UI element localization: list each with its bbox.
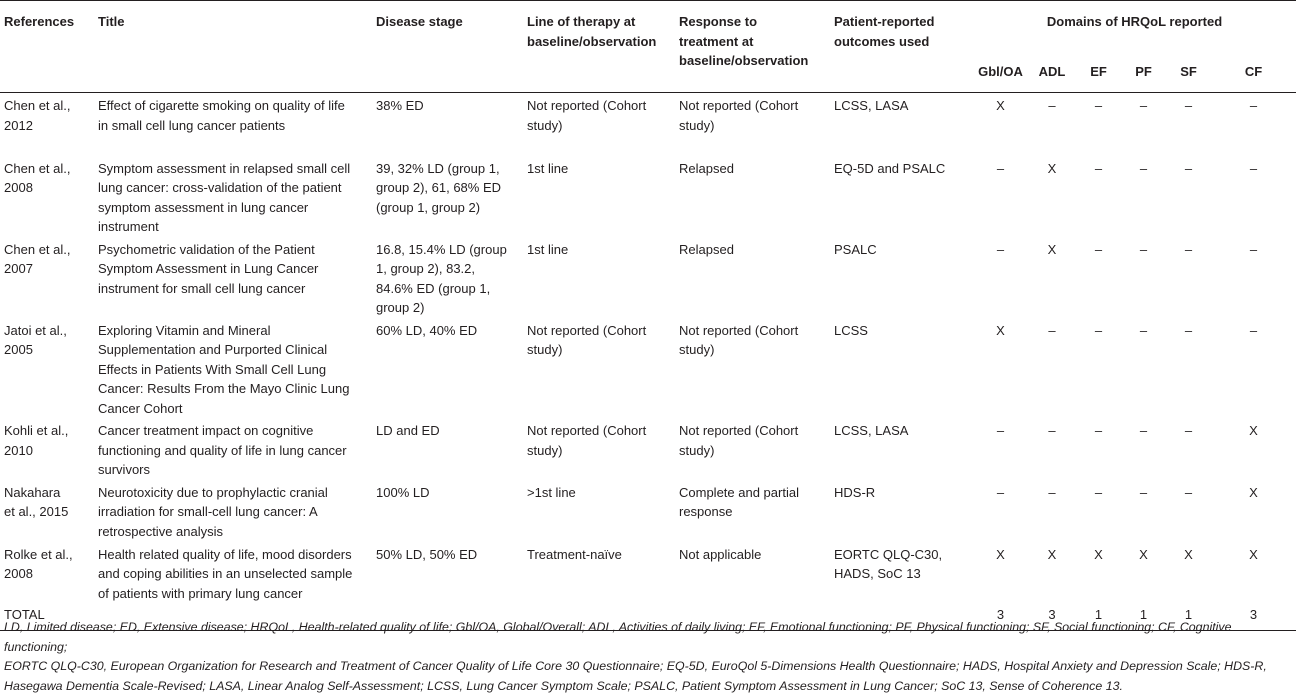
domain-mark-cell: X — [1121, 542, 1166, 604]
header-disease-stage: Disease stage — [372, 1, 523, 93]
ref-cell: Jatoi et al., 2005 — [0, 318, 94, 419]
response-cell: Relapsed — [675, 156, 830, 237]
domain-mark-cell: – — [1166, 480, 1211, 542]
title-cell: Health related quality of life, mood disorders and coping abilities in an unselected sample of patients with primary lung cancer — [94, 542, 372, 604]
pro-cell: LCSS — [830, 318, 973, 419]
table-header — [0, 1, 1296, 93]
line-cell: 1st line — [523, 156, 675, 237]
domain-mark-cell: – — [1211, 156, 1296, 237]
domain-mark-cell: – — [1076, 418, 1121, 480]
title-cell: Exploring Vitamin and Mineral Supplementation and Purported Clinical Effects in Patients With Small Cell Lung Cancer: Results From the Mayo Clinic Lung Cancer Cohort — [94, 318, 372, 419]
total-count-cell: 1 — [1166, 603, 1211, 630]
stage-cell: LD and ED — [372, 418, 523, 480]
domain-mark-cell: X — [1028, 156, 1076, 237]
domain-mark-cell: X — [1028, 237, 1076, 318]
header-domain-cf: CF — [1211, 49, 1296, 93]
domain-mark-cell: – — [1076, 93, 1121, 156]
header-pro-used: Patient-reported outcomes used — [830, 1, 973, 93]
response-cell: Not reported (Cohort study) — [675, 93, 830, 156]
domain-mark-cell: – — [973, 237, 1028, 318]
domain-mark-cell: – — [1076, 237, 1121, 318]
header-domain-gbl-oa: Gbl/OA — [973, 49, 1028, 93]
footnote-line: Hasegawa Dementia Scale-Revised; LASA, Linear Analog Self-Assessment; LCSS, Lung Cancer Symptom Scale; PSALC, Patient Symptom Assessment in Lung Cancer; SoC 13, Sense of Coherence 13. — [4, 677, 1294, 696]
table-row — [0, 542, 1296, 604]
ref-cell: Kohli et al., 2010 — [0, 418, 94, 480]
response-cell: Not applicable — [675, 542, 830, 604]
table-footnote — [4, 618, 1294, 696]
domain-mark-cell: – — [973, 418, 1028, 480]
ref-cell: Chen et al., 2007 — [0, 237, 94, 318]
header-domain-pf: PF — [1121, 49, 1166, 93]
line-cell: Treatment-naïve — [523, 542, 675, 604]
line-cell: 1st line — [523, 237, 675, 318]
ref-cell: Chen et al., 2012 — [0, 93, 94, 156]
total-count-cell: 3 — [1211, 603, 1296, 630]
domain-mark-cell: – — [1076, 156, 1121, 237]
domain-mark-cell: – — [1211, 237, 1296, 318]
footnote-line: EORTC QLQ-C30, European Organization for Research and Treatment of Cancer Quality of Life Core 30 Questionnaire; EQ-5D, EuroQol 5-Dimensions Health Questionnaire; HADS, Hospital Anxiety and Depression Scale; HDS-R, — [4, 657, 1294, 677]
table-row — [0, 156, 1296, 237]
header-response: Response to treatment at baseline/observation — [675, 1, 830, 93]
pro-cell: EORTC QLQ-C30, HADS, SoC 13 — [830, 542, 973, 604]
domain-mark-cell: – — [1121, 480, 1166, 542]
domain-mark-cell: – — [1121, 418, 1166, 480]
domain-mark-cell: – — [1028, 480, 1076, 542]
pro-cell: EQ-5D and PSALC — [830, 156, 973, 237]
stage-cell: 38% ED — [372, 93, 523, 156]
header-domains-group: Domains of HRQoL reported — [973, 1, 1296, 49]
header-domain-adl: ADL — [1028, 49, 1076, 93]
pro-cell: PSALC — [830, 237, 973, 318]
domain-mark-cell: – — [1076, 318, 1121, 419]
domain-mark-cell: – — [1166, 418, 1211, 480]
total-count-cell: 1 — [1121, 603, 1166, 630]
domain-mark-cell: – — [1121, 237, 1166, 318]
stage-cell: 100% LD — [372, 480, 523, 542]
table-row — [0, 318, 1296, 419]
footnote-line: LD, Limited disease; ED, Extensive disease; HRQoL, Health-related quality of life; Gbl/OA, Global/Overall; ADL, Activities of daily living; EF, Emotional functioning; PF, Physical functioning; SF, Social functioning; CF, Cognitive functioning; — [4, 618, 1294, 657]
response-cell: Relapsed — [675, 237, 830, 318]
domain-mark-cell: X — [1166, 542, 1211, 604]
domain-mark-cell: – — [1211, 93, 1296, 156]
ref-cell: Chen et al., 2008 — [0, 156, 94, 237]
domain-mark-cell: – — [973, 480, 1028, 542]
domain-mark-cell: X — [973, 93, 1028, 156]
domain-mark-cell: – — [1028, 318, 1076, 419]
response-cell: Not reported (Cohort study) — [675, 318, 830, 419]
domain-mark-cell: – — [1121, 156, 1166, 237]
domain-mark-cell: – — [1028, 418, 1076, 480]
domain-mark-cell: X — [1028, 542, 1076, 604]
ref-cell: Nakahara et al., 2015 — [0, 480, 94, 542]
response-cell: Not reported (Cohort study) — [675, 418, 830, 480]
table-row — [0, 237, 1296, 318]
domain-mark-cell: – — [1076, 480, 1121, 542]
domain-mark-cell: – — [1166, 237, 1211, 318]
title-cell: Cancer treatment impact on cognitive functioning and quality of life in lung cancer survivors — [94, 418, 372, 480]
domain-mark-cell: X — [1211, 480, 1296, 542]
total-count-cell: 1 — [1076, 603, 1121, 630]
ref-cell: Rolke et al., 2008 — [0, 542, 94, 604]
title-cell: Effect of cigarette smoking on quality of life in small cell lung cancer patients — [94, 93, 372, 156]
domain-mark-cell: – — [1211, 318, 1296, 419]
line-cell: Not reported (Cohort study) — [523, 418, 675, 480]
line-cell: >1st line — [523, 480, 675, 542]
total-count-cell: 3 — [1028, 603, 1076, 630]
pro-cell: LCSS, LASA — [830, 418, 973, 480]
stage-cell: 50% LD, 50% ED — [372, 542, 523, 604]
total-label: TOTAL — [0, 603, 94, 630]
header-references: References — [0, 1, 94, 93]
pro-cell: HDS-R — [830, 480, 973, 542]
domain-mark-cell: – — [1166, 156, 1211, 237]
stage-cell: 39, 32% LD (group 1, group 2), 61, 68% ED (group 1, group 2) — [372, 156, 523, 237]
table-row — [0, 480, 1296, 542]
domain-mark-cell: – — [973, 156, 1028, 237]
total-count-cell: 3 — [973, 603, 1028, 630]
domain-mark-cell: X — [973, 318, 1028, 419]
stage-cell: 16.8, 15.4% LD (group 1, group 2), 83.2, 84.6% ED (group 1, group 2) — [372, 237, 523, 318]
header-domain-sf: SF — [1166, 49, 1211, 93]
domain-mark-cell: – — [1028, 93, 1076, 156]
header-domain-ef: EF — [1076, 49, 1121, 93]
domain-mark-cell: X — [973, 542, 1028, 604]
domain-mark-cell: – — [1121, 93, 1166, 156]
header-line-of-therapy: Line of therapy at baseline/observation — [523, 1, 675, 93]
stage-cell: 60% LD, 40% ED — [372, 318, 523, 419]
title-cell: Psychometric validation of the Patient Symptom Assessment in Lung Cancer instrument for small cell lung cancer — [94, 237, 372, 318]
domain-mark-cell: X — [1211, 418, 1296, 480]
domain-mark-cell: X — [1076, 542, 1121, 604]
domain-mark-cell: – — [1166, 93, 1211, 156]
title-cell: Symptom assessment in relapsed small cell lung cancer: cross-validation of the patient symptom assessment in lung cancer instrument — [94, 156, 372, 237]
table-body — [0, 93, 1296, 631]
domain-mark-cell: – — [1166, 318, 1211, 419]
line-cell: Not reported (Cohort study) — [523, 318, 675, 419]
header-title: Title — [94, 1, 372, 93]
domain-mark-cell: – — [1121, 318, 1166, 419]
table-row — [0, 418, 1296, 480]
pro-cell: LCSS, LASA — [830, 93, 973, 156]
line-cell: Not reported (Cohort study) — [523, 93, 675, 156]
domain-mark-cell: X — [1211, 542, 1296, 604]
response-cell: Complete and partial response — [675, 480, 830, 542]
title-cell: Neurotoxicity due to prophylactic cranial irradiation for small-cell lung cancer: A retrospective analysis — [94, 480, 372, 542]
table-row — [0, 93, 1296, 156]
